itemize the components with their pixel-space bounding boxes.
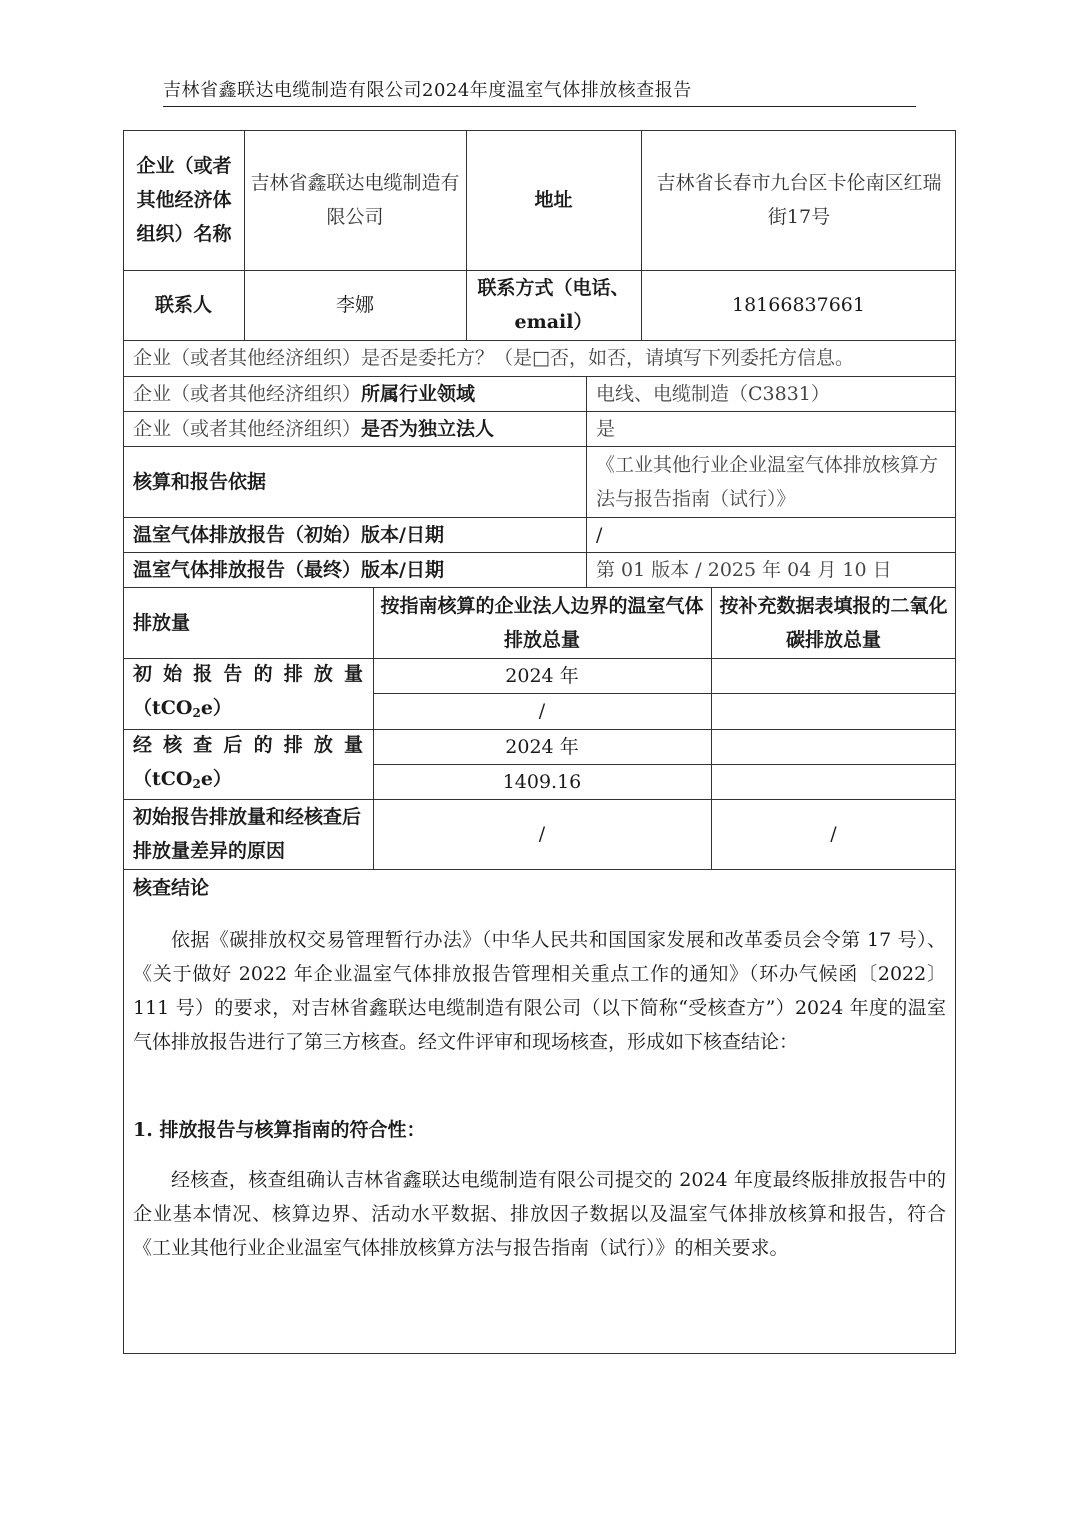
unit-pre: （tCO bbox=[133, 697, 193, 719]
unit-label bbox=[133, 691, 363, 730]
emission-label: 排放量 bbox=[133, 611, 191, 634]
initial-emission-label-text: 初始报告的排放量 bbox=[133, 663, 363, 685]
legal-label bbox=[123, 411, 586, 446]
header-title: 吉林省鑫联达电缆制造有限公司2024年度温室气体排放核查报告 bbox=[163, 80, 692, 101]
basis-label: 核算和报告依据 bbox=[133, 470, 267, 493]
industry-label bbox=[123, 376, 586, 411]
address-value: 吉林省长春市九台区卡伦南区红瑞街17号 bbox=[656, 172, 942, 228]
industry-value: 电线、电缆制造（C3831） bbox=[596, 382, 830, 405]
unit-pre: （tCO bbox=[133, 767, 193, 790]
page-header bbox=[163, 78, 916, 107]
diff-reason-label: 初始报告排放量和经核查后排放量差异的原因 bbox=[133, 806, 362, 862]
initial-version-value: / bbox=[596, 523, 603, 546]
col-supplement-header: 按补充数据表填报的二氧化碳排放总量 bbox=[719, 594, 948, 651]
initial-value: / bbox=[538, 700, 546, 722]
contact-label: 联系人 bbox=[154, 294, 212, 316]
section1-title: 1. 排放报告与核算指南的符合性： bbox=[133, 1119, 426, 1141]
conclusion-intro: 依据《碳排放权交易管理暂行办法》（中华人民共和国国家发展和改革委员会令第 17 号）、《关于做好 2022 年企业温室气体排放报告管理相关重点工作的通知》（环办气候函〔2022〕111 号）的要求，对吉林省鑫联达电缆制造有限公司（以下简称“受核查方”）2024 年度的温室气体排放报告进行了第三方核查。经文件评审和现场核查，形成如下核查结论： bbox=[133, 929, 946, 1053]
verified-value: 1409.16 bbox=[502, 770, 582, 793]
initial-emission-label bbox=[123, 658, 373, 729]
entrusted-question: 企业（或者其他经济组织）是否是委托方？（是□否，如否，请填写下列委托方信息。 bbox=[133, 347, 854, 369]
final-version-value: 第 01 版本 / 2025 年 04 月 10 日 bbox=[596, 558, 892, 581]
diff-reason-guide: / bbox=[538, 823, 546, 845]
unit-sub: 2 bbox=[192, 706, 201, 720]
section1-body: 经核查，核查组确认吉林省鑫联达电缆制造有限公司提交的 2024 年度最终版排放报告中的企业基本情况、核算边界、活动水平数据、排放因子数据以及温室气体排放核算和报告，符合《工业其他行业企业温室气体排放核算方法与报告指南（试行）》的相关要求。 bbox=[133, 1169, 946, 1259]
verified-year: 2024 年 bbox=[505, 735, 579, 758]
legal-label-bold: 是否为独立法人 bbox=[361, 417, 495, 440]
initial-version-label: 温室气体排放报告（初始）版本/日期 bbox=[133, 523, 444, 546]
org-name-label: 企业（或者其他经济体组织）名称 bbox=[136, 155, 232, 245]
legal-label-prefix: 企业（或者其他经济组织） bbox=[133, 417, 362, 440]
industry-label-prefix: 企业（或者其他经济组织） bbox=[133, 382, 362, 405]
unit-post: e） bbox=[200, 767, 232, 790]
conclusion-title: 核查结论 bbox=[133, 877, 210, 899]
initial-year: 2024 年 bbox=[505, 664, 579, 687]
address-label: 地址 bbox=[534, 189, 573, 211]
unit-post: e） bbox=[200, 697, 232, 719]
legal-value: 是 bbox=[596, 417, 616, 440]
row-divider bbox=[123, 869, 956, 870]
verified-emission-label bbox=[123, 729, 373, 799]
contact-value: 李娜 bbox=[335, 294, 374, 316]
diff-reason-supplement: / bbox=[830, 823, 837, 845]
verified-emission-label-text: 经核查后的排放量 bbox=[133, 733, 363, 756]
final-version-label: 温室气体排放报告（最终）版本/日期 bbox=[133, 558, 444, 581]
basis-value: 《工业其他行业企业温室气体排放核算方法与报告指南（试行）》 bbox=[596, 453, 939, 510]
phone-value: 18166837661 bbox=[732, 294, 865, 316]
unit-label bbox=[133, 762, 363, 801]
industry-label-bold: 所属行业领域 bbox=[361, 382, 476, 405]
org-name-value: 吉林省鑫联达电缆制造有限公司 bbox=[250, 172, 460, 228]
contact-method-label: 联系方式（电话、email） bbox=[477, 277, 630, 333]
unit-sub: 2 bbox=[192, 776, 201, 791]
col-guide-header: 按指南核算的企业法人边界的温室气体排放总量 bbox=[380, 594, 704, 651]
